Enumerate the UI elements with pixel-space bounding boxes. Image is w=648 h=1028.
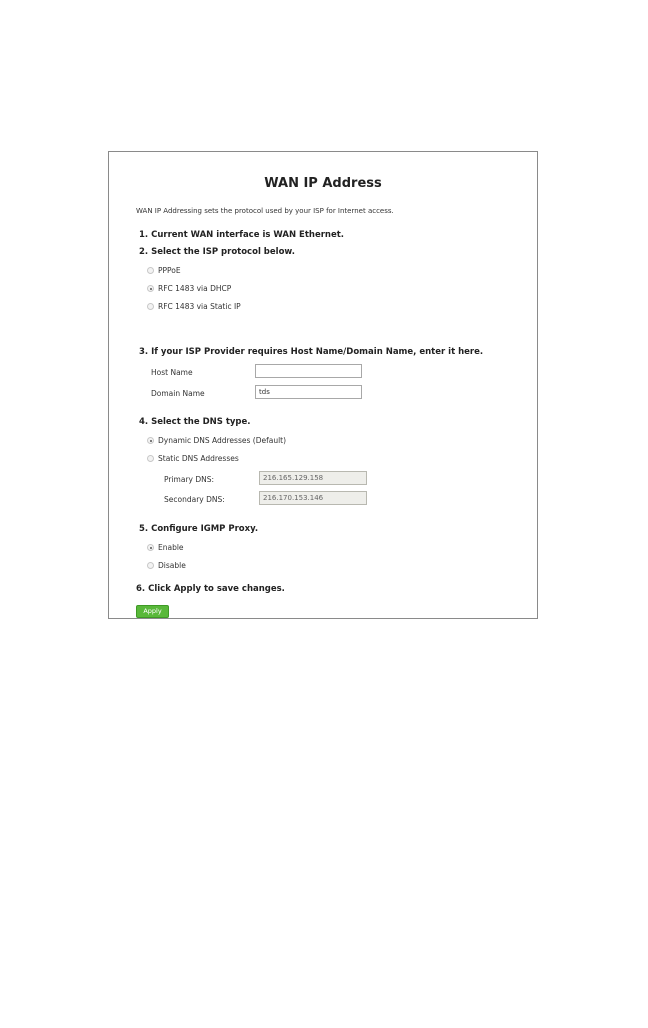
step5-heading: 5. Configure IGMP Proxy. <box>139 524 259 534</box>
domain-name-input[interactable] <box>255 385 362 399</box>
secondary-dns-input[interactable] <box>259 491 367 505</box>
option-label: Disable <box>158 561 186 570</box>
option-label: Enable <box>158 543 184 552</box>
protocol-option-dhcp[interactable] <box>147 284 231 293</box>
option-label: Static DNS Addresses <box>158 454 239 463</box>
intro-text: WAN IP Addressing sets the protocol used by your ISP for Internet access. <box>136 207 394 215</box>
dns-option-dynamic[interactable] <box>147 436 286 445</box>
page-title: WAN IP Address <box>264 176 382 191</box>
option-label: PPPoE <box>158 266 181 275</box>
igmp-option-enable[interactable] <box>147 543 184 552</box>
radio-pppoe[interactable] <box>147 267 154 274</box>
primary-dns-input[interactable] <box>259 471 367 485</box>
dns-option-static[interactable] <box>147 454 239 463</box>
radio-dns-dynamic[interactable] <box>147 437 154 444</box>
step3-heading: 3. If your ISP Provider requires Host Name/Domain Name, enter it here. <box>139 347 484 357</box>
option-label: RFC 1483 via Static IP <box>158 302 241 311</box>
domain-name-label: Domain Name <box>151 389 205 398</box>
protocol-option-pppoe[interactable] <box>147 266 181 275</box>
host-name-input[interactable] <box>255 364 362 378</box>
option-label: Dynamic DNS Addresses (Default) <box>158 436 287 445</box>
step4-heading: 4. Select the DNS type. <box>139 417 251 427</box>
radio-dns-static[interactable] <box>147 455 154 462</box>
host-name-label: Host Name <box>151 368 193 377</box>
radio-igmp-enable[interactable] <box>147 544 154 551</box>
option-label: RFC 1483 via DHCP <box>158 284 232 293</box>
step1-heading: 1. Current WAN interface is WAN Ethernet. <box>139 230 345 240</box>
protocol-option-static-ip[interactable] <box>147 302 241 311</box>
secondary-dns-label: Secondary DNS: <box>164 495 225 504</box>
apply-button[interactable]: Apply <box>136 605 169 618</box>
step6-heading: 6. Click Apply to save changes. <box>136 584 285 594</box>
step2-heading: 2. Select the ISP protocol below. <box>139 247 295 257</box>
radio-igmp-disable[interactable] <box>147 562 154 569</box>
wan-ip-panel <box>108 151 538 619</box>
radio-static-ip[interactable] <box>147 303 154 310</box>
primary-dns-label: Primary DNS: <box>164 475 215 484</box>
radio-dhcp[interactable] <box>147 285 154 292</box>
igmp-option-disable[interactable] <box>147 561 186 570</box>
